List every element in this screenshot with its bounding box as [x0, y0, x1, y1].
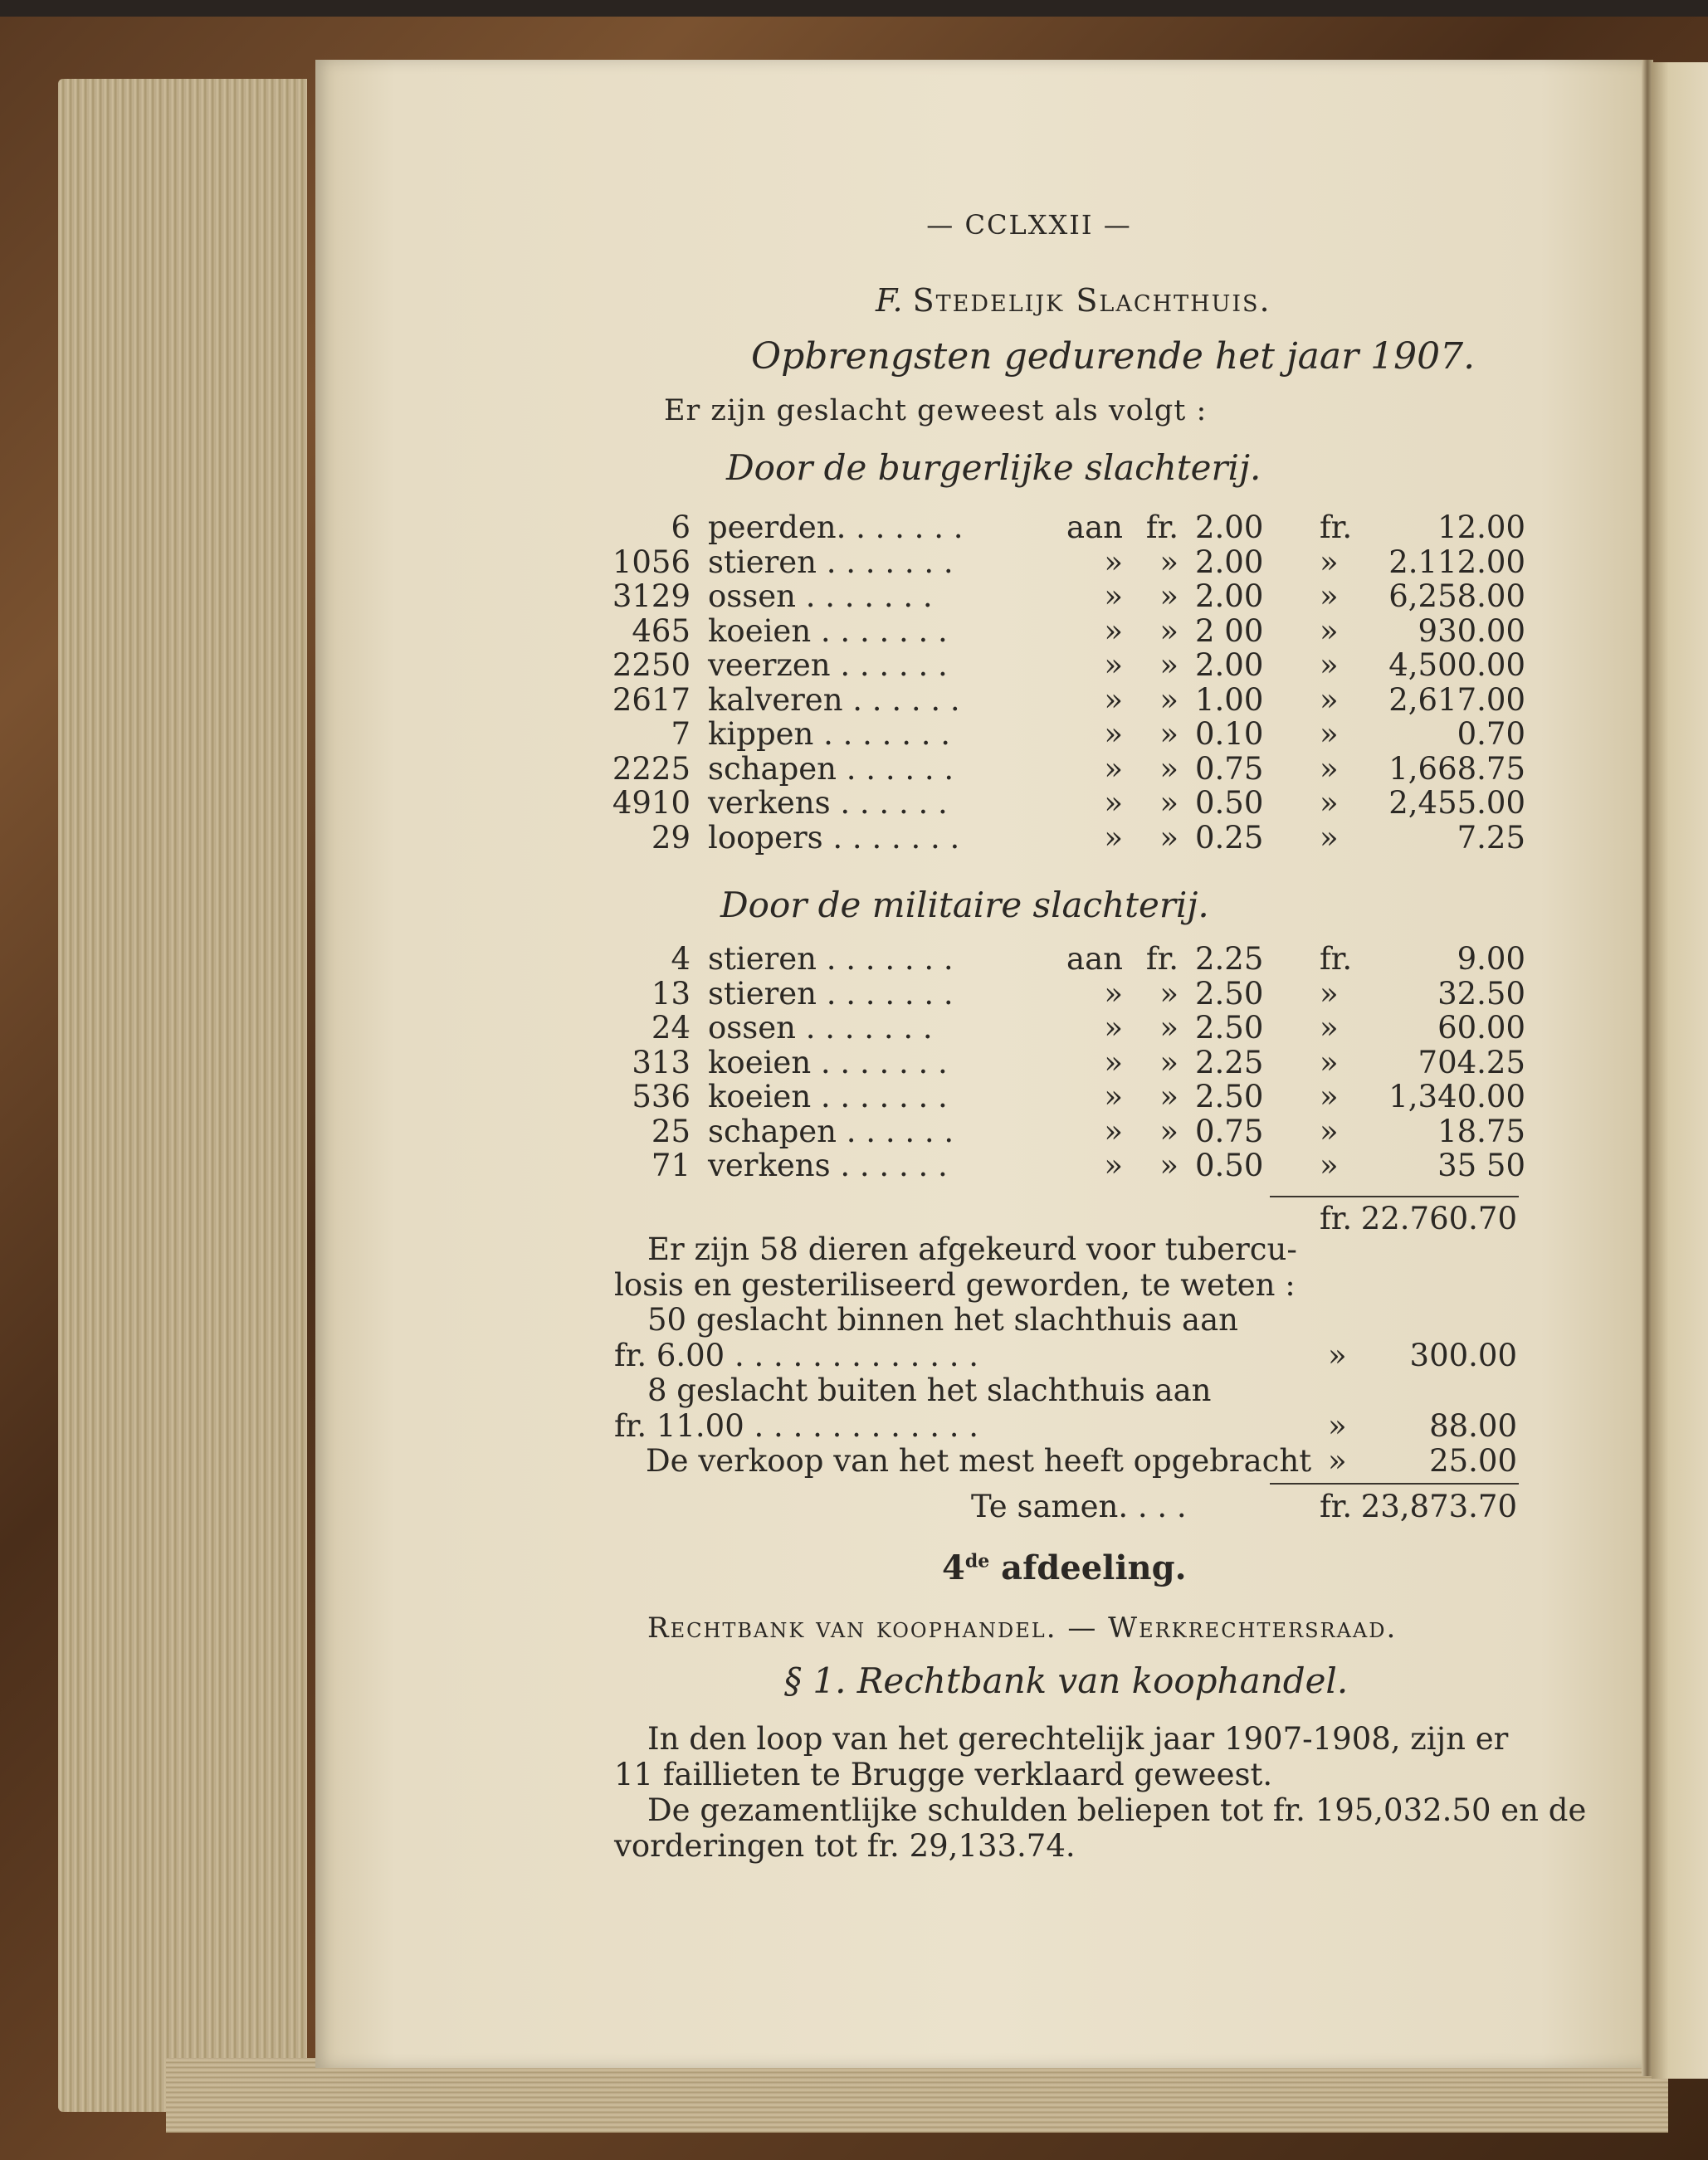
total-amount: 23,873.70 — [1360, 1489, 1517, 1524]
cell-animal: stieren . . . . . . . — [708, 544, 954, 580]
tb-line-4-cur: » — [1328, 1338, 1347, 1373]
division-heading — [942, 1548, 1187, 1587]
cell-rate: 0.50 — [1195, 1148, 1264, 1183]
tb-line-1: Er zijn 58 dieren afgekeurd voor tubercu- — [647, 1231, 1297, 1267]
cell-rate: 2.25 — [1195, 1044, 1264, 1080]
cell-animal: verkens . . . . . . — [708, 785, 948, 821]
section-title: Stedelijk Slachthuis. — [912, 282, 1271, 319]
cell-currency: » — [1320, 1010, 1339, 1046]
cell-animal: stieren . . . . . . . — [708, 975, 954, 1012]
cell-animal: kalveren . . . . . . — [708, 681, 960, 718]
tb-line-6-amount: 88.00 — [1429, 1408, 1517, 1444]
cell-currency: » — [1320, 544, 1339, 580]
tb-line-7: De verkoop van het mest heeft opgebracht — [646, 1443, 1312, 1479]
cell-amount: 2.112.00 — [1388, 544, 1525, 580]
subtotal-rule — [1270, 1196, 1519, 1197]
cell-count: 24 — [651, 1010, 691, 1046]
cell-rate: 2.00 — [1195, 510, 1264, 545]
tb-line-4: fr. 6.00 . . . . . . . . . . . . . — [614, 1338, 979, 1373]
cell-aan: » — [1104, 975, 1123, 1012]
cell-fr: fr. — [1145, 510, 1179, 545]
cell-amount: 18.75 — [1437, 1113, 1525, 1149]
tb-line-7-amount: 25.00 — [1429, 1443, 1517, 1479]
cell-fr: » — [1159, 1010, 1179, 1046]
cell-animal: loopers . . . . . . . — [708, 819, 960, 856]
cell-rate: 1.00 — [1195, 681, 1264, 718]
total-currency: fr. — [1320, 1489, 1353, 1524]
cell-fr: » — [1159, 750, 1179, 787]
cell-rate: 2.00 — [1195, 578, 1264, 614]
cell-amount: 704.25 — [1418, 1044, 1525, 1080]
cell-aan: » — [1104, 1010, 1123, 1046]
tb-line-5: 8 geslacht buiten het slachthuis aan — [647, 1373, 1212, 1408]
cell-currency: » — [1320, 681, 1339, 718]
page-edges — [58, 79, 307, 2112]
cell-animal: koeien . . . . . . . — [708, 1079, 948, 1114]
cell-count: 13 — [651, 975, 691, 1012]
cell-fr: » — [1159, 578, 1179, 614]
tb-line-7-cur: » — [1328, 1443, 1347, 1479]
cell-amount: 2,455.00 — [1388, 785, 1525, 821]
cell-count: 25 — [651, 1113, 691, 1149]
total-rule — [1270, 1483, 1519, 1485]
cell-currency: » — [1320, 1079, 1339, 1114]
cell-animal: koeien . . . . . . . — [708, 612, 948, 649]
division-number: 4 — [942, 1548, 965, 1587]
cell-fr: » — [1159, 612, 1179, 649]
cell-animal: kippen . . . . . . . — [708, 716, 951, 752]
division-word: afdeeling. — [1001, 1548, 1187, 1587]
cell-rate: 0.75 — [1195, 1113, 1264, 1149]
cell-fr: » — [1159, 681, 1179, 718]
cell-count: 2225 — [612, 750, 691, 787]
cell-aan: » — [1104, 750, 1123, 787]
tb-line-4-amount: 300.00 — [1409, 1338, 1517, 1373]
cell-count: 4910 — [612, 785, 691, 821]
cell-currency: » — [1320, 1113, 1339, 1149]
section-heading — [876, 282, 1271, 319]
cell-animal: koeien . . . . . . . — [708, 1044, 948, 1080]
cell-rate: 0.50 — [1195, 785, 1264, 821]
division-sup: de — [964, 1550, 990, 1572]
page-edges-bottom — [166, 2058, 1668, 2133]
cell-aan: aan — [1066, 941, 1123, 977]
subtitle: Opbrengsten gedurende het jaar 1907. — [751, 335, 1476, 378]
cell-animal: verkens . . . . . . — [708, 1148, 948, 1183]
tb-line-3: 50 geslacht binnen het slachthuis aan — [647, 1302, 1238, 1338]
cell-rate: 2 00 — [1195, 612, 1264, 649]
cell-aan: » — [1104, 612, 1123, 649]
cell-count: 313 — [632, 1044, 691, 1080]
cell-count: 2250 — [612, 647, 691, 683]
cell-currency: » — [1320, 578, 1339, 614]
military-heading: Door de militaire slachterij. — [720, 885, 1209, 925]
total-label: Te samen. . . . — [971, 1489, 1187, 1524]
cell-amount: 60.00 — [1437, 1010, 1525, 1046]
cell-count: 465 — [632, 612, 691, 649]
cell-rate: 2.50 — [1195, 1010, 1264, 1046]
cell-amount: 930.00 — [1418, 612, 1525, 649]
cell-amount: 1,340.00 — [1388, 1079, 1525, 1114]
body-line-2: 11 faillieten te Brugge verklaard geweest. — [614, 1757, 1273, 1792]
cell-fr: fr. — [1145, 941, 1179, 977]
cell-currency: » — [1320, 612, 1339, 649]
section-letter: F. — [876, 282, 903, 319]
cell-currency: » — [1320, 785, 1339, 821]
cell-animal: schapen . . . . . . — [708, 750, 954, 787]
cell-currency: » — [1320, 647, 1339, 683]
cell-aan: » — [1104, 1113, 1123, 1149]
cell-amount: 7.25 — [1457, 819, 1525, 856]
cell-count: 7 — [671, 716, 691, 752]
cell-currency: fr. — [1320, 510, 1353, 545]
tb-line-6: fr. 11.00 . . . . . . . . . . . . — [614, 1408, 979, 1444]
division-title: Rechtbank van koophandel. — Werkrechtersraad. — [647, 1611, 1398, 1645]
cell-amount: 0.70 — [1457, 716, 1525, 752]
cell-aan: » — [1104, 544, 1123, 580]
cell-currency: » — [1320, 975, 1339, 1012]
cell-count: 71 — [651, 1148, 691, 1183]
body-line-3: De gezamentlijke schulden beliepen tot fr. 195,032.50 en de — [647, 1792, 1587, 1828]
cell-currency: » — [1320, 1148, 1339, 1183]
cell-count: 29 — [651, 819, 691, 856]
cell-amount: 32.50 — [1437, 975, 1525, 1012]
cell-aan: » — [1104, 716, 1123, 752]
cell-aan: » — [1104, 1044, 1123, 1080]
cell-animal: veerzen . . . . . . — [708, 647, 948, 683]
intro-text: Er zijn geslacht geweest als volgt : — [664, 394, 1208, 427]
cell-rate: 2.00 — [1195, 647, 1264, 683]
cell-amount: 6,258.00 — [1388, 578, 1525, 614]
cell-fr: » — [1159, 819, 1179, 856]
page-number: — CCLXXII — — [926, 209, 1132, 241]
cell-fr: » — [1159, 716, 1179, 752]
cell-animal: schapen . . . . . . — [708, 1113, 954, 1149]
cell-aan: » — [1104, 785, 1123, 821]
cell-fr: » — [1159, 544, 1179, 580]
cell-currency: fr. — [1320, 941, 1353, 977]
cell-rate: 2.00 — [1195, 544, 1264, 580]
cell-amount: 35 50 — [1437, 1148, 1525, 1183]
cell-fr: » — [1159, 1044, 1179, 1080]
cell-count: 4 — [671, 941, 691, 977]
cell-rate: 0.75 — [1195, 750, 1264, 787]
subtotal-currency: fr. — [1320, 1201, 1353, 1236]
cell-aan: » — [1104, 681, 1123, 718]
cell-aan: aan — [1066, 510, 1123, 545]
cell-fr: » — [1159, 647, 1179, 683]
body-line-1: In den loop van het gerechtelijk jaar 1907-1908, zijn er — [647, 1721, 1509, 1757]
cell-aan: » — [1104, 647, 1123, 683]
cell-animal: ossen . . . . . . . — [708, 578, 933, 614]
cell-aan: » — [1104, 1079, 1123, 1114]
cell-currency: » — [1320, 750, 1339, 787]
cell-animal: stieren . . . . . . . — [708, 941, 954, 977]
facing-page — [1652, 62, 1708, 2079]
cell-rate: 0.25 — [1195, 819, 1264, 856]
cell-currency: » — [1320, 819, 1339, 856]
cell-count: 3129 — [612, 578, 691, 614]
cell-aan: » — [1104, 578, 1123, 614]
cell-fr: » — [1159, 1113, 1179, 1149]
cell-amount: 12.00 — [1437, 510, 1525, 545]
cell-count: 2617 — [612, 681, 691, 718]
cell-count: 6 — [671, 510, 691, 545]
cell-rate: 2.50 — [1195, 975, 1264, 1012]
subtotal-amount: 22.760.70 — [1360, 1201, 1517, 1236]
paragraph-title: § 1. Rechtbank van koophandel. — [784, 1660, 1349, 1701]
tb-line-6-cur: » — [1328, 1408, 1347, 1444]
cell-count: 536 — [632, 1079, 691, 1114]
cell-fr: » — [1159, 975, 1179, 1012]
cell-rate: 2.50 — [1195, 1079, 1264, 1114]
cell-animal: ossen . . . . . . . — [708, 1010, 933, 1046]
body-line-4: vorderingen tot fr. 29,133.74. — [614, 1828, 1076, 1864]
cell-currency: » — [1320, 716, 1339, 752]
cell-amount: 4,500.00 — [1388, 647, 1525, 683]
cell-fr: » — [1159, 1148, 1179, 1183]
cell-aan: » — [1104, 819, 1123, 856]
cell-amount: 1,668.75 — [1388, 750, 1525, 787]
cell-rate: 0.10 — [1195, 716, 1264, 752]
cell-count: 1056 — [612, 544, 691, 580]
cell-rate: 2.25 — [1195, 941, 1264, 977]
cell-amount: 2,617.00 — [1388, 681, 1525, 718]
cell-fr: » — [1159, 1079, 1179, 1114]
cell-aan: » — [1104, 1148, 1123, 1183]
cell-currency: » — [1320, 1044, 1339, 1080]
civil-heading: Door de burgerlijke slachterij. — [726, 447, 1261, 488]
cell-amount: 9.00 — [1457, 941, 1525, 977]
tb-line-2: losis en gesteriliseerd geworden, te weten : — [614, 1267, 1296, 1303]
cell-fr: » — [1159, 785, 1179, 821]
cell-animal: peerden. . . . . . . — [708, 510, 964, 545]
